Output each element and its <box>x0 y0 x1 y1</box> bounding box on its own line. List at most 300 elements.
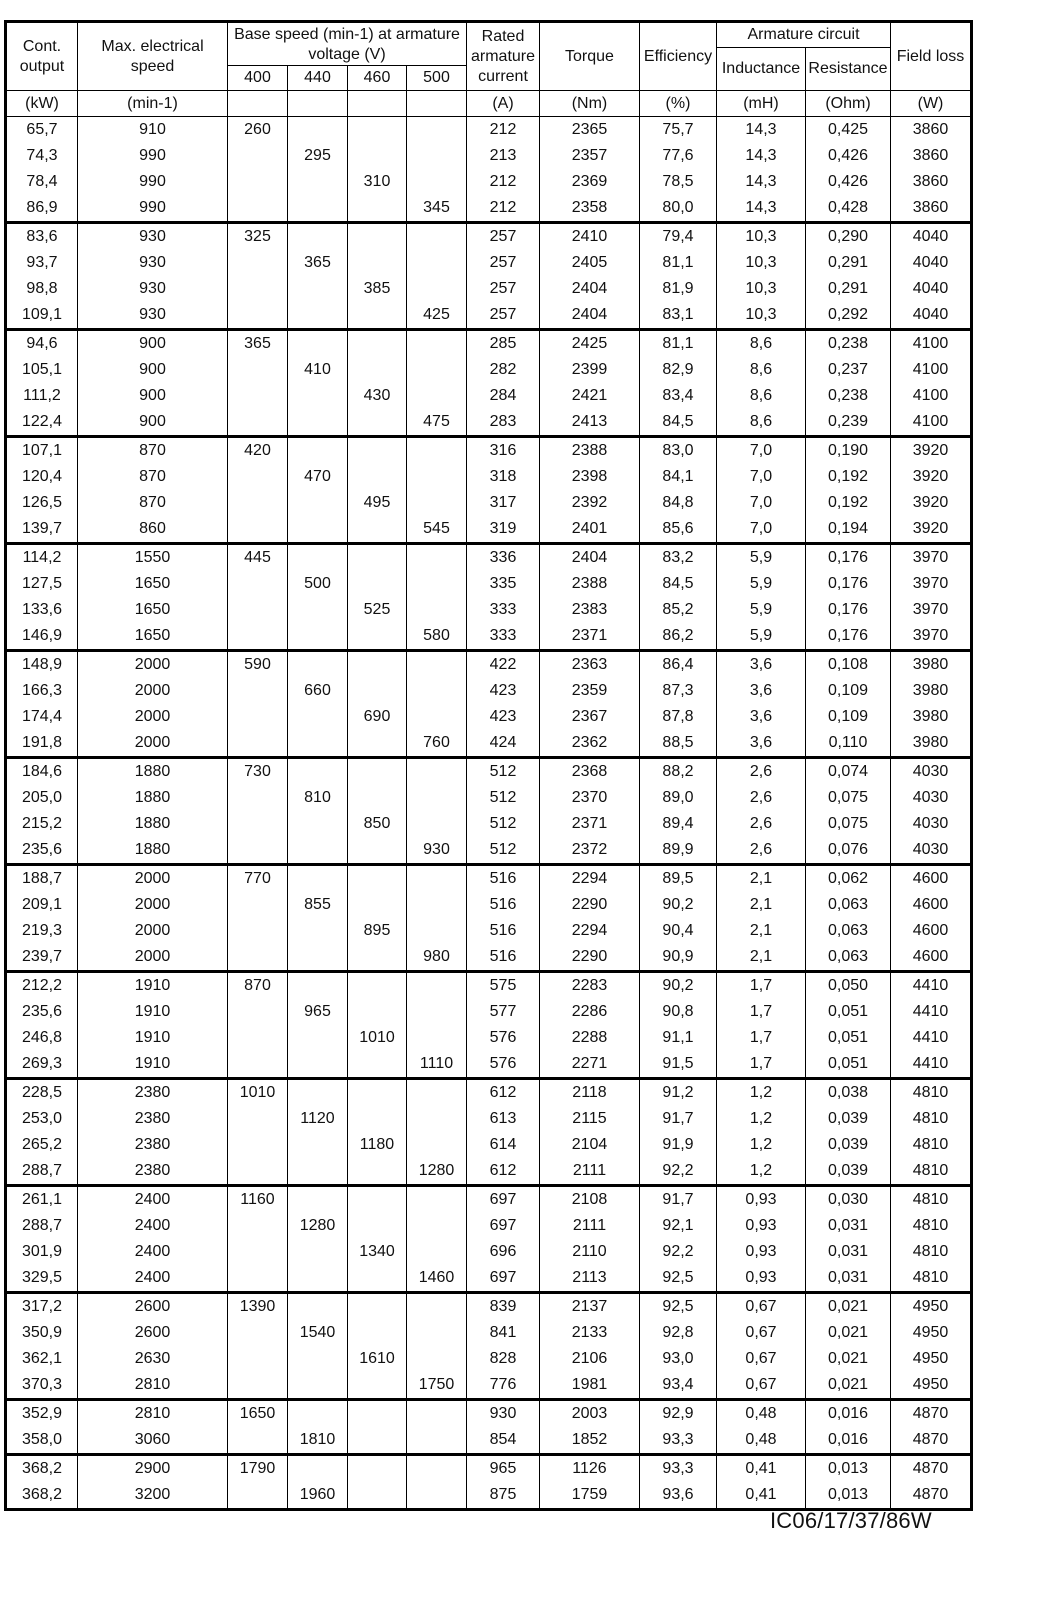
cell-max-speed: 860 <box>78 516 228 544</box>
cell-base-500 <box>407 117 467 144</box>
cell-base-440 <box>288 944 348 972</box>
cell-base-440 <box>288 972 348 1000</box>
cell-base-500 <box>407 785 467 811</box>
cell-base-400 <box>228 464 288 490</box>
header-voltage-440: 440 <box>288 66 348 91</box>
cell-base-500 <box>407 330 467 358</box>
cell-base-440 <box>288 490 348 516</box>
cell-base-460 <box>348 758 407 786</box>
cell-efficiency: 93,3 <box>640 1427 717 1455</box>
cell-max-speed: 2600 <box>78 1293 228 1321</box>
header-rated-current: Rated armature current <box>467 22 540 91</box>
cell-base-460 <box>348 1079 407 1107</box>
cell-inductance: 0,93 <box>717 1265 806 1293</box>
cell-max-speed: 930 <box>78 276 228 302</box>
cell-cont-output: 215,2 <box>6 811 78 837</box>
cell-resistance: 0,021 <box>806 1346 891 1372</box>
cell-torque: 1759 <box>540 1482 640 1510</box>
cell-inductance: 5,9 <box>717 571 806 597</box>
cell-base-500 <box>407 1455 467 1483</box>
cell-base-400 <box>228 1482 288 1510</box>
table-row <box>6 837 972 865</box>
cell-base-460 <box>348 409 407 437</box>
cell-base-500: 1750 <box>407 1372 467 1400</box>
cell-base-460 <box>348 651 407 679</box>
cell-base-460 <box>348 117 407 144</box>
cell-efficiency: 82,9 <box>640 357 717 383</box>
cell-base-500 <box>407 1346 467 1372</box>
cell-inductance: 3,6 <box>717 704 806 730</box>
cell-resistance: 0,016 <box>806 1400 891 1428</box>
cell-efficiency: 92,5 <box>640 1265 717 1293</box>
cell-base-500: 980 <box>407 944 467 972</box>
cell-torque: 2358 <box>540 195 640 223</box>
cell-field-loss: 4950 <box>891 1346 972 1372</box>
cell-inductance: 1,2 <box>717 1079 806 1107</box>
cell-torque: 2388 <box>540 437 640 465</box>
cell-base-500 <box>407 437 467 465</box>
cell-base-460: 1180 <box>348 1132 407 1158</box>
cell-torque: 2392 <box>540 490 640 516</box>
cell-base-400 <box>228 892 288 918</box>
cell-max-speed: 1650 <box>78 571 228 597</box>
cell-resistance: 0,021 <box>806 1372 891 1400</box>
cell-torque: 2290 <box>540 944 640 972</box>
cell-torque: 2398 <box>540 464 640 490</box>
cell-base-500: 930 <box>407 837 467 865</box>
cell-torque: 2372 <box>540 837 640 865</box>
cell-inductance: 0,48 <box>717 1400 806 1428</box>
cell-base-460 <box>348 302 407 330</box>
cell-torque: 2371 <box>540 623 640 651</box>
cell-base-460 <box>348 330 407 358</box>
cell-torque: 2137 <box>540 1293 640 1321</box>
table-row <box>6 892 972 918</box>
cell-base-400 <box>228 195 288 223</box>
cell-rated-current: 612 <box>467 1158 540 1186</box>
cell-resistance: 0,063 <box>806 892 891 918</box>
cell-resistance: 0,108 <box>806 651 891 679</box>
cell-inductance: 2,6 <box>717 837 806 865</box>
cell-base-400 <box>228 1106 288 1132</box>
cell-resistance: 0,039 <box>806 1158 891 1186</box>
cell-base-400 <box>228 571 288 597</box>
cell-resistance: 0,050 <box>806 972 891 1000</box>
cell-rated-current: 285 <box>467 330 540 358</box>
cell-efficiency: 89,4 <box>640 811 717 837</box>
cell-torque: 2294 <box>540 865 640 893</box>
cell-resistance: 0,021 <box>806 1320 891 1346</box>
cell-base-460 <box>348 730 407 758</box>
cell-rated-current: 612 <box>467 1079 540 1107</box>
cell-inductance: 0,67 <box>717 1293 806 1321</box>
cell-base-500: 1460 <box>407 1265 467 1293</box>
cell-base-440 <box>288 1455 348 1483</box>
cell-base-440 <box>288 651 348 679</box>
cell-max-speed: 1650 <box>78 597 228 623</box>
cell-base-440 <box>288 117 348 144</box>
cell-torque: 2288 <box>540 1025 640 1051</box>
cell-rated-current: 424 <box>467 730 540 758</box>
cell-inductance: 2,6 <box>717 811 806 837</box>
cell-base-460 <box>348 1427 407 1455</box>
cell-torque: 2399 <box>540 357 640 383</box>
cell-rated-current: 875 <box>467 1482 540 1510</box>
cell-max-speed: 990 <box>78 169 228 195</box>
cell-efficiency: 86,2 <box>640 623 717 651</box>
cell-base-500 <box>407 651 467 679</box>
cell-cont-output: 239,7 <box>6 944 78 972</box>
cell-base-400 <box>228 1239 288 1265</box>
cell-efficiency: 93,0 <box>640 1346 717 1372</box>
cell-base-460: 690 <box>348 704 407 730</box>
cell-inductance: 5,9 <box>717 597 806 623</box>
unit-blank <box>288 91 348 117</box>
cell-cont-output: 261,1 <box>6 1186 78 1214</box>
unit-a: (A) <box>467 91 540 117</box>
cell-resistance: 0,192 <box>806 490 891 516</box>
cell-base-500: 475 <box>407 409 467 437</box>
cell-rated-current: 423 <box>467 704 540 730</box>
cell-cont-output: 362,1 <box>6 1346 78 1372</box>
cell-base-400: 1010 <box>228 1079 288 1107</box>
cell-base-460 <box>348 865 407 893</box>
cell-inductance: 7,0 <box>717 464 806 490</box>
cell-torque: 2271 <box>540 1051 640 1079</box>
cell-resistance: 0,110 <box>806 730 891 758</box>
cell-resistance: 0,176 <box>806 597 891 623</box>
cell-cont-output: 98,8 <box>6 276 78 302</box>
cell-cont-output: 329,5 <box>6 1265 78 1293</box>
cell-inductance: 7,0 <box>717 516 806 544</box>
cell-base-440: 1960 <box>288 1482 348 1510</box>
cell-torque: 2113 <box>540 1265 640 1293</box>
cell-resistance: 0,428 <box>806 195 891 223</box>
cell-efficiency: 87,3 <box>640 678 717 704</box>
cell-rated-current: 776 <box>467 1372 540 1400</box>
cell-base-500: 760 <box>407 730 467 758</box>
cell-field-loss: 4600 <box>891 918 972 944</box>
cell-base-460 <box>348 250 407 276</box>
cell-field-loss: 3980 <box>891 678 972 704</box>
table-body <box>6 117 972 1510</box>
cell-inductance: 7,0 <box>717 490 806 516</box>
cell-torque: 2368 <box>540 758 640 786</box>
cell-torque: 2371 <box>540 811 640 837</box>
cell-efficiency: 93,6 <box>640 1482 717 1510</box>
cell-base-400: 1790 <box>228 1455 288 1483</box>
cell-field-loss: 4040 <box>891 250 972 276</box>
table-row <box>6 1213 972 1239</box>
cell-base-440 <box>288 276 348 302</box>
cell-field-loss: 3920 <box>891 437 972 465</box>
cell-field-loss: 4810 <box>891 1106 972 1132</box>
cell-rated-current: 512 <box>467 811 540 837</box>
cell-base-460: 430 <box>348 383 407 409</box>
cell-max-speed: 990 <box>78 195 228 223</box>
cell-base-440 <box>288 302 348 330</box>
table-row <box>6 195 972 223</box>
cell-efficiency: 89,0 <box>640 785 717 811</box>
header-base-speed: Base speed (min-1) at armature voltage (V) <box>228 22 467 66</box>
cell-base-440 <box>288 1051 348 1079</box>
cell-rated-current: 212 <box>467 195 540 223</box>
cell-max-speed: 2630 <box>78 1346 228 1372</box>
cell-base-460 <box>348 544 407 572</box>
cell-field-loss: 4100 <box>891 357 972 383</box>
cell-base-400 <box>228 785 288 811</box>
cell-efficiency: 90,9 <box>640 944 717 972</box>
cell-resistance: 0,194 <box>806 516 891 544</box>
cell-inductance: 5,9 <box>717 623 806 651</box>
cell-resistance: 0,237 <box>806 357 891 383</box>
cell-cont-output: 358,0 <box>6 1427 78 1455</box>
cell-base-400 <box>228 490 288 516</box>
cell-efficiency: 83,0 <box>640 437 717 465</box>
cell-base-460 <box>348 1372 407 1400</box>
cell-base-460 <box>348 1293 407 1321</box>
cell-efficiency: 91,5 <box>640 1051 717 1079</box>
cell-base-500 <box>407 571 467 597</box>
cell-base-500 <box>407 704 467 730</box>
cell-base-400: 420 <box>228 437 288 465</box>
cell-base-440: 295 <box>288 143 348 169</box>
cell-cont-output: 105,1 <box>6 357 78 383</box>
cell-base-460 <box>348 464 407 490</box>
cell-base-460 <box>348 837 407 865</box>
cell-base-500 <box>407 1427 467 1455</box>
cell-efficiency: 92,2 <box>640 1158 717 1186</box>
cell-torque: 1981 <box>540 1372 640 1400</box>
cell-field-loss: 4600 <box>891 944 972 972</box>
cell-field-loss: 3860 <box>891 143 972 169</box>
cell-rated-current: 512 <box>467 837 540 865</box>
cell-base-440 <box>288 1079 348 1107</box>
cell-field-loss: 3920 <box>891 516 972 544</box>
cell-base-400: 325 <box>228 223 288 251</box>
cell-cont-output: 166,3 <box>6 678 78 704</box>
cell-efficiency: 78,5 <box>640 169 717 195</box>
cell-resistance: 0,075 <box>806 811 891 837</box>
cell-rated-current: 613 <box>467 1106 540 1132</box>
cell-rated-current: 854 <box>467 1427 540 1455</box>
cell-inductance: 2,6 <box>717 758 806 786</box>
cell-efficiency: 88,2 <box>640 758 717 786</box>
cell-cont-output: 107,1 <box>6 437 78 465</box>
cell-inductance: 2,1 <box>717 944 806 972</box>
cell-field-loss: 4100 <box>891 409 972 437</box>
unit-percent: (%) <box>640 91 717 117</box>
cell-field-loss: 3970 <box>891 623 972 651</box>
cell-inductance: 1,2 <box>717 1132 806 1158</box>
cell-field-loss: 4040 <box>891 223 972 251</box>
cell-inductance: 8,6 <box>717 357 806 383</box>
cell-base-440 <box>288 409 348 437</box>
cell-inductance: 14,3 <box>717 169 806 195</box>
table-row <box>6 1265 972 1293</box>
cell-base-460 <box>348 1320 407 1346</box>
header-max-speed: Max. electrical speed <box>78 22 228 91</box>
cell-base-460: 895 <box>348 918 407 944</box>
cell-torque: 1852 <box>540 1427 640 1455</box>
cell-rated-current: 512 <box>467 785 540 811</box>
cell-torque: 2359 <box>540 678 640 704</box>
table-row <box>6 302 972 330</box>
cell-base-440 <box>288 1025 348 1051</box>
cell-rated-current: 213 <box>467 143 540 169</box>
cell-base-460 <box>348 357 407 383</box>
cell-torque: 2106 <box>540 1346 640 1372</box>
cell-resistance: 0,039 <box>806 1106 891 1132</box>
header-efficiency: Efficiency <box>640 22 717 91</box>
cell-field-loss: 4810 <box>891 1186 972 1214</box>
cell-base-460: 850 <box>348 811 407 837</box>
cell-base-440: 365 <box>288 250 348 276</box>
cell-efficiency: 89,9 <box>640 837 717 865</box>
cell-base-440 <box>288 597 348 623</box>
cell-base-440 <box>288 1265 348 1293</box>
cell-base-400 <box>228 357 288 383</box>
cell-resistance: 0,021 <box>806 1293 891 1321</box>
cell-rated-current: 839 <box>467 1293 540 1321</box>
cell-base-500 <box>407 223 467 251</box>
cell-base-400 <box>228 678 288 704</box>
cell-rated-current: 965 <box>467 1455 540 1483</box>
cell-max-speed: 870 <box>78 490 228 516</box>
cell-max-speed: 3200 <box>78 1482 228 1510</box>
cell-base-460: 310 <box>348 169 407 195</box>
cell-inductance: 14,3 <box>717 143 806 169</box>
cell-field-loss: 3920 <box>891 490 972 516</box>
cell-cont-output: 120,4 <box>6 464 78 490</box>
cell-rated-current: 257 <box>467 223 540 251</box>
cell-base-500: 580 <box>407 623 467 651</box>
cell-base-500 <box>407 383 467 409</box>
cell-resistance: 0,426 <box>806 143 891 169</box>
cell-efficiency: 91,7 <box>640 1106 717 1132</box>
cell-base-460 <box>348 1482 407 1510</box>
cell-resistance: 0,192 <box>806 464 891 490</box>
cell-max-speed: 2600 <box>78 1320 228 1346</box>
cell-max-speed: 1650 <box>78 623 228 651</box>
table-row <box>6 1400 972 1428</box>
cell-base-400 <box>228 1372 288 1400</box>
cell-base-400: 870 <box>228 972 288 1000</box>
cell-cont-output: 265,2 <box>6 1132 78 1158</box>
unit-mh: (mH) <box>717 91 806 117</box>
cell-rated-current: 212 <box>467 169 540 195</box>
table-row <box>6 1455 972 1483</box>
cell-base-440 <box>288 1186 348 1214</box>
cell-resistance: 0,075 <box>806 785 891 811</box>
cell-field-loss: 3970 <box>891 597 972 623</box>
cell-cont-output: 235,6 <box>6 837 78 865</box>
cell-efficiency: 79,4 <box>640 223 717 251</box>
cell-rated-current: 577 <box>467 999 540 1025</box>
cell-field-loss: 3970 <box>891 544 972 572</box>
cell-base-500: 545 <box>407 516 467 544</box>
cell-efficiency: 91,2 <box>640 1079 717 1107</box>
cell-field-loss: 4030 <box>891 811 972 837</box>
cell-rated-current: 282 <box>467 357 540 383</box>
cell-base-500 <box>407 1320 467 1346</box>
table-row <box>6 678 972 704</box>
cell-field-loss: 3980 <box>891 704 972 730</box>
cell-cont-output: 86,9 <box>6 195 78 223</box>
cell-base-400 <box>228 704 288 730</box>
cell-base-460: 525 <box>348 597 407 623</box>
header-voltage-500: 500 <box>407 66 467 91</box>
cell-efficiency: 83,2 <box>640 544 717 572</box>
cell-cont-output: 93,7 <box>6 250 78 276</box>
cell-base-400 <box>228 1051 288 1079</box>
table-row <box>6 1293 972 1321</box>
cell-efficiency: 91,9 <box>640 1132 717 1158</box>
table-row <box>6 944 972 972</box>
cell-inductance: 0,93 <box>717 1213 806 1239</box>
unit-blank <box>407 91 467 117</box>
cell-cont-output: 148,9 <box>6 651 78 679</box>
cell-torque: 2133 <box>540 1320 640 1346</box>
cell-base-440 <box>288 1400 348 1428</box>
cell-cont-output: 146,9 <box>6 623 78 651</box>
cell-base-440 <box>288 195 348 223</box>
cell-cont-output: 126,5 <box>6 490 78 516</box>
cell-max-speed: 2000 <box>78 730 228 758</box>
cell-base-460 <box>348 1455 407 1483</box>
cell-base-400 <box>228 597 288 623</box>
table-row <box>6 490 972 516</box>
cell-cont-output: 317,2 <box>6 1293 78 1321</box>
cell-max-speed: 2000 <box>78 892 228 918</box>
cell-base-400 <box>228 276 288 302</box>
cell-field-loss: 4950 <box>891 1320 972 1346</box>
cell-field-loss: 4030 <box>891 837 972 865</box>
cell-base-400: 1650 <box>228 1400 288 1428</box>
cell-base-440: 660 <box>288 678 348 704</box>
table-row <box>6 1158 972 1186</box>
cell-efficiency: 80,0 <box>640 195 717 223</box>
cell-torque: 1126 <box>540 1455 640 1483</box>
cell-base-400 <box>228 918 288 944</box>
cell-inductance: 2,1 <box>717 892 806 918</box>
cell-efficiency: 81,1 <box>640 330 717 358</box>
unit-min-1: (min-1) <box>78 91 228 117</box>
cell-rated-current: 614 <box>467 1132 540 1158</box>
cell-max-speed: 870 <box>78 437 228 465</box>
cell-field-loss: 3860 <box>891 195 972 223</box>
cell-torque: 2383 <box>540 597 640 623</box>
cell-resistance: 0,051 <box>806 1025 891 1051</box>
cell-efficiency: 84,1 <box>640 464 717 490</box>
cell-torque: 2357 <box>540 143 640 169</box>
cell-base-440: 965 <box>288 999 348 1025</box>
cell-inductance: 8,6 <box>717 383 806 409</box>
cell-rated-current: 828 <box>467 1346 540 1372</box>
cell-efficiency: 77,6 <box>640 143 717 169</box>
header-inductance: Inductance <box>717 48 806 91</box>
cell-cont-output: 127,5 <box>6 571 78 597</box>
cell-efficiency: 91,1 <box>640 1025 717 1051</box>
cell-base-440: 810 <box>288 785 348 811</box>
cell-field-loss: 4040 <box>891 302 972 330</box>
cell-torque: 2111 <box>540 1213 640 1239</box>
cell-inductance: 3,6 <box>717 678 806 704</box>
cell-efficiency: 92,5 <box>640 1293 717 1321</box>
cell-base-500 <box>407 1293 467 1321</box>
cell-torque: 2003 <box>540 1400 640 1428</box>
cell-base-460 <box>348 1400 407 1428</box>
